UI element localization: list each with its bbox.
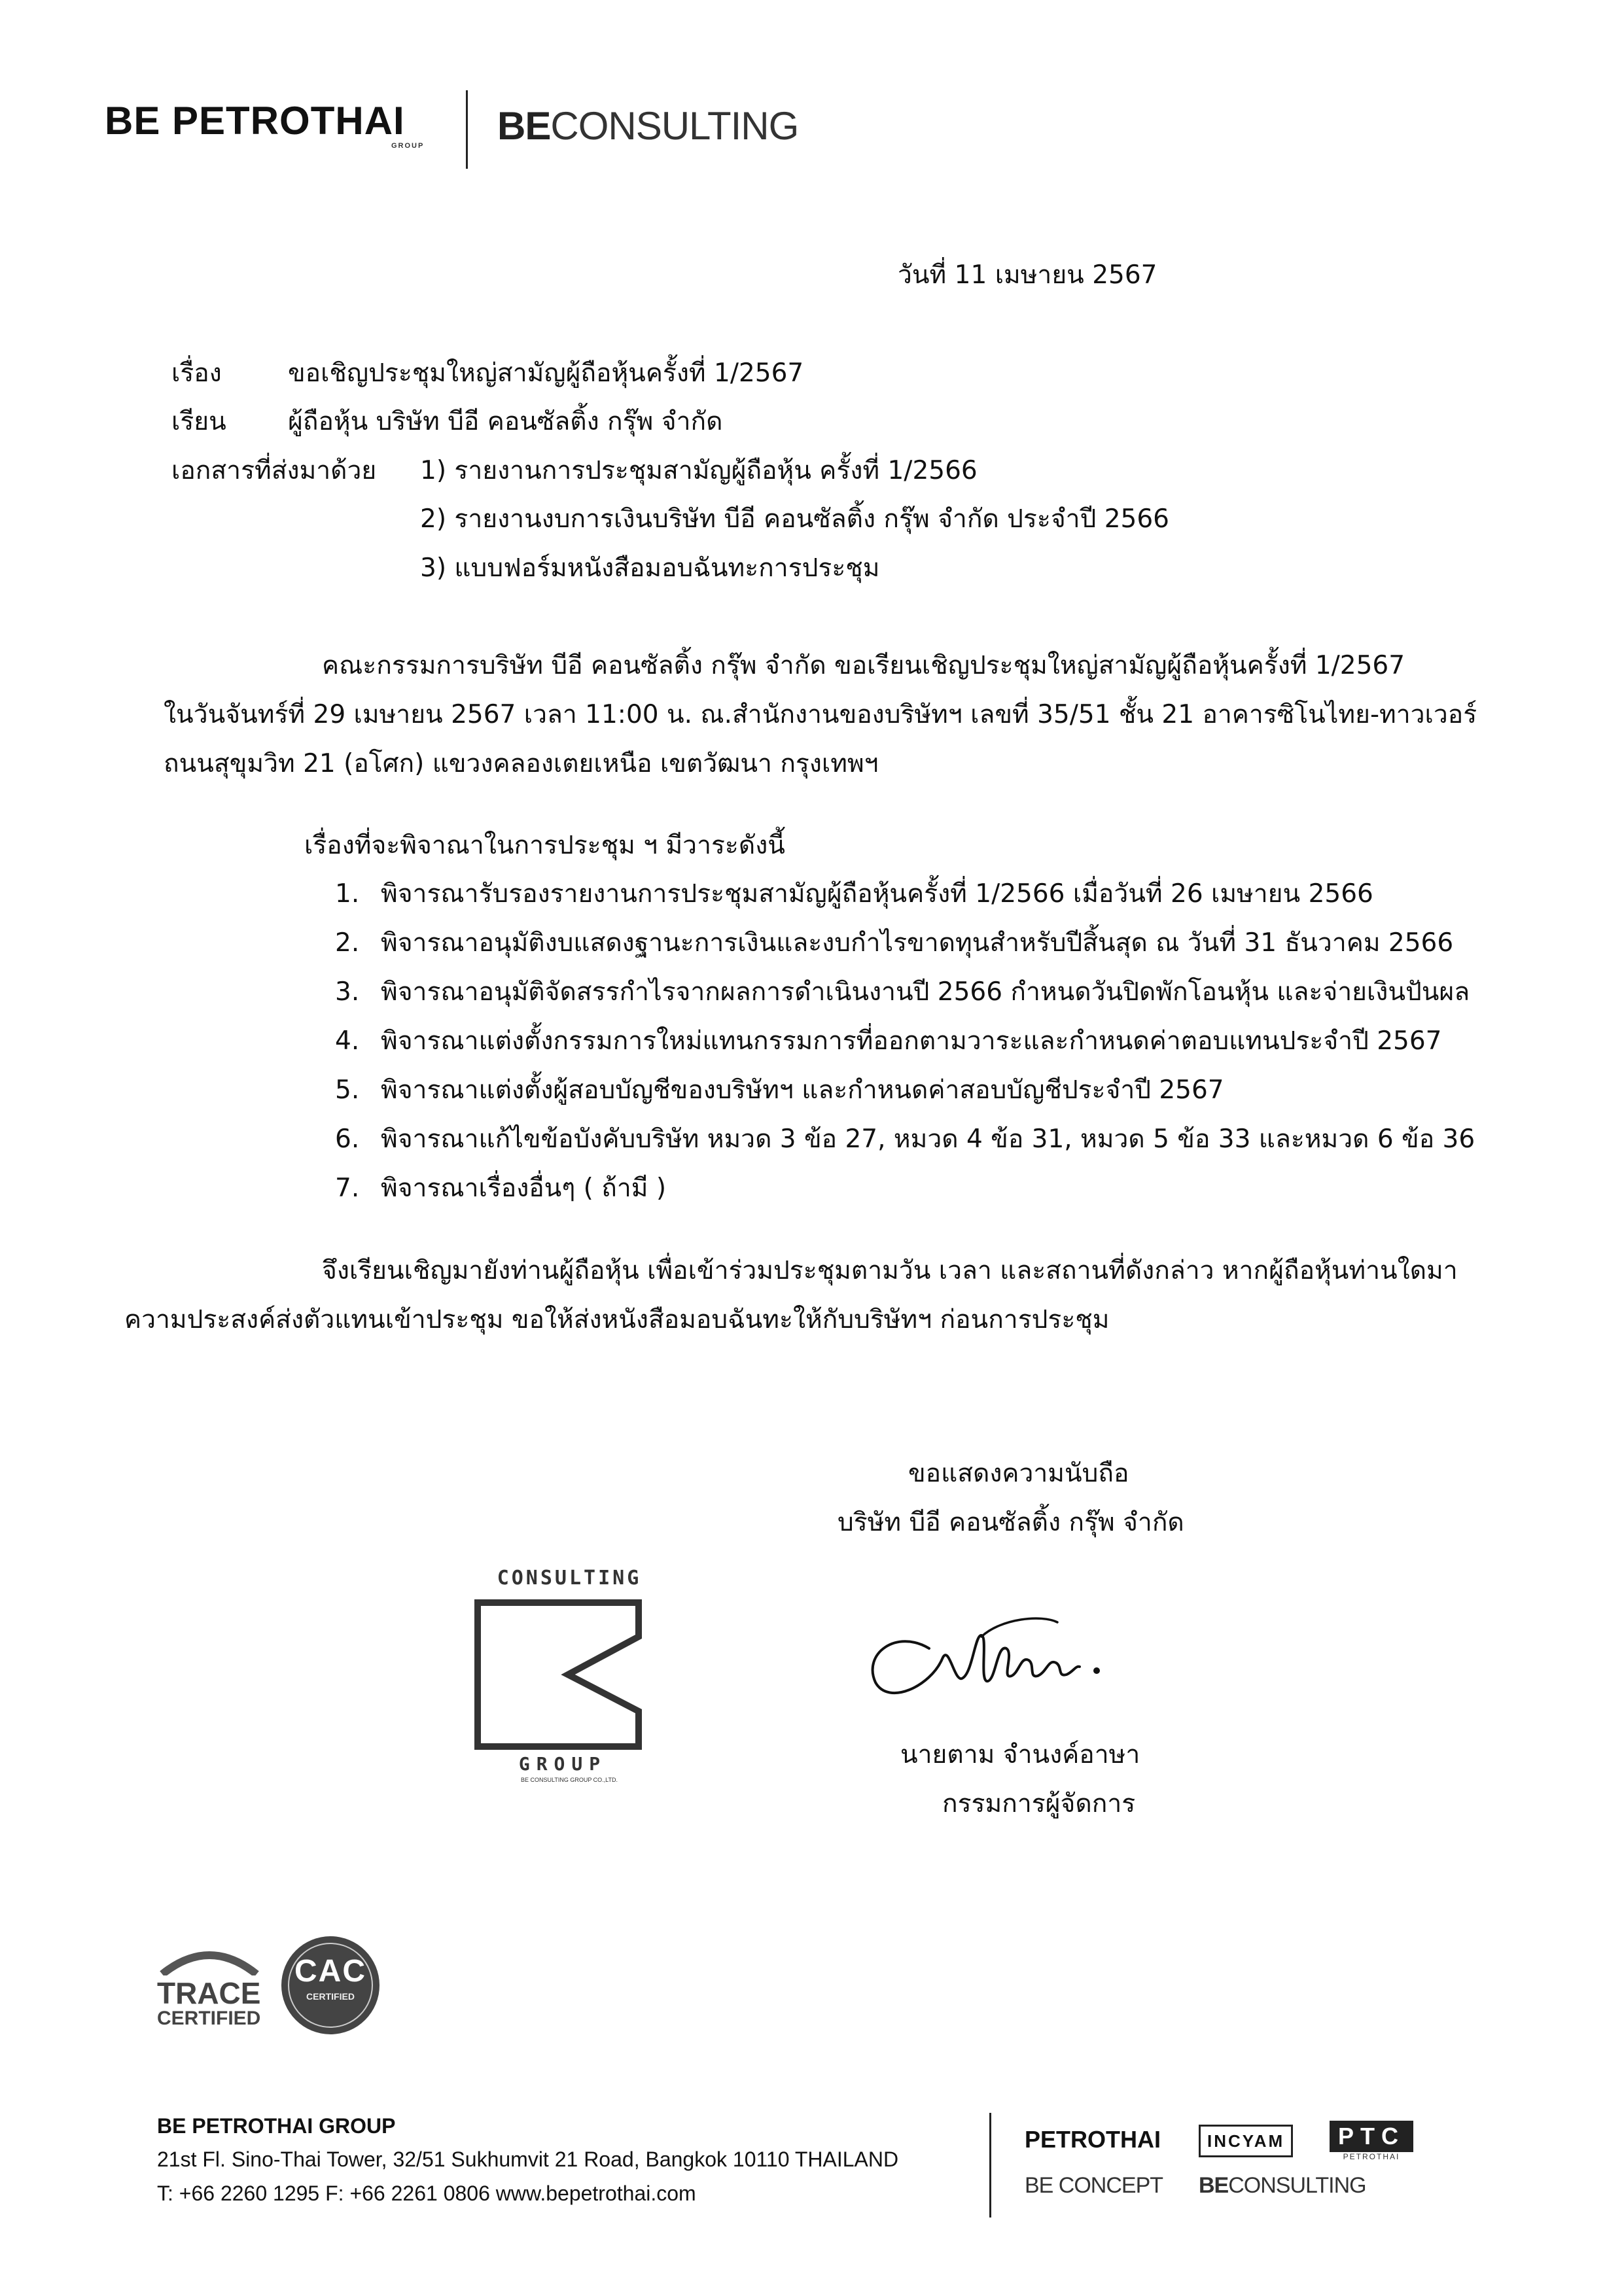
attachment-item: 3) แบบฟอร์มหนังสือมอบฉันทะการประชุม [420,553,880,583]
intro-line: คณะกรรมการบริษัท บีอี คอนซัลติ้ง กรุ๊พ จำกัด ขอเรียนเชิญประชุมใหญ่สามัญผู้ถือหุ้นครั้งที่ 1/2567 [322,651,1405,680]
subject-label: เรื่อง [171,358,222,388]
stamp-bottom-text: GROUP [518,1753,607,1775]
footer-address: 21st Fl. Sino-Thai Tower, 32/51 Sukhumvit 21 Road, Bangkok 10110 THAILAND [157,2148,899,2171]
agenda-number: 7. [335,1174,360,1203]
agenda-item: พิจารณารับรองรายงานการประชุมสามัญผู้ถือหุ้นครั้งที่ 1/2566 เมื่อวันที่ 26 เมษายน 2566 [381,879,1373,909]
intro-line: ถนนสุขุมวิท 21 (อโศก) แขวงคลองเตยเหนือ เขตวัฒนา กรุงเทพฯ [164,749,879,778]
regards-text: ขอแสดงความนับถือ [908,1459,1129,1488]
stamp-small-text: BE CONSULTING GROUP CO.,LTD. [520,1777,618,1783]
signer-title: กรรมการผู้จัดการ [942,1789,1136,1818]
attachments-label: เอกสารที่ส่งมาด้วย [171,456,377,485]
trace-arc-icon [157,1943,262,1975]
agenda-item: พิจารณาอนุมัติงบแสดงฐานะการเงินและงบกำไรขาดทุนสำหรับปีสิ้นสุด ณ วันที่ 31 ธันวาคม 2566 [381,928,1454,958]
closing-line: จึงเรียนเชิญมายังท่านผู้ถือหุ้น เพื่อเข้าร่วมประชุมตามวัน เวลา และสถานที่ดังกล่าว หากผู้ถือหุ้นท่านใดมา [322,1256,1458,1285]
agenda-item: พิจารณาแก้ไขข้อบังคับบริษัท หมวด 3 ข้อ 27, หมวด 4 ข้อ 31, หมวด 5 ข้อ 33 และหมวด 6 ข้อ 36 [381,1124,1475,1154]
footer-logo-beconsulting-be: BE [1199,2173,1229,2198]
signer-company: บริษัท บีอี คอนซัลติ้ง กรุ๊พ จำกัด [838,1508,1184,1537]
recipient-text: ผู้ถือหุ้น บริษัท บีอี คอนซัลติ้ง กรุ๊พ จำกัด [288,407,723,436]
header-divider [466,90,468,169]
intro-line: ในวันจันทร์ที่ 29 เมษายน 2567 เวลา 11:00 น. ณ.สำนักงานของบริษัทฯ เลขที่ 35/51 ชั้น 21 อาคารซิโนไทย-ทาวเวอร์ [164,700,1477,729]
trace-badge-sublabel: CERTIFIED [157,2008,261,2029]
closing-line: ความประสงค์ส่งตัวแทนเข้าประชุม ขอให้ส่งหนังสือมอบฉันทะให้กับบริษัทฯ ก่อนการประชุม [124,1305,1110,1334]
ptc-logo-mark: PTC [1330,2121,1413,2152]
agenda-number: 3. [335,977,360,1007]
footer-contact: T: +66 2260 1295 F: +66 2261 0806 www.bepetrothai.com [157,2182,696,2205]
agenda-number: 2. [335,928,360,958]
be-consulting-logo-be: BE [497,104,551,148]
agenda-number: 4. [335,1026,360,1056]
footer-logo-ptc [1330,2121,1413,2161]
cac-badge-label: CAC [294,1954,366,1989]
be-petrothai-logo-group-label: GROUP [391,142,425,150]
subject-text: ขอเชิญประชุมใหญ่สามัญผู้ถือหุ้นครั้งที่ 1/2567 [288,358,804,388]
footer-logo-incyam: INCYAM [1199,2125,1293,2157]
agenda-number: 6. [335,1124,360,1154]
footer-logo-beconsulting-text: CONSULTING [1228,2173,1366,2198]
agenda-item: พิจารณาเรื่องอื่นๆ ( ถ้ามี ) [381,1174,667,1203]
attachment-item: 1) รายงานการประชุมสามัญผู้ถือหุ้น ครั้งที่ 1/2566 [420,456,978,485]
attachment-item: 2) รายงานงบการเงินบริษัท บีอี คอนซัลติ้ง กรุ๊พ จำกัด ประจำปี 2566 [420,504,1169,534]
ptc-logo-sublabel: PETROTHAI [1343,2152,1400,2161]
trace-badge-label: TRACE [157,1976,261,2010]
trace-certified-badge [157,1943,262,2028]
recipient-label: เรียน [171,407,226,436]
cac-certified-badge [281,1936,380,2034]
signer-name: นายตาม จำนงค์อาษา [900,1740,1140,1769]
agenda-intro: เรื่องที่จะพิจาณาในการประชุม ฯ มีวาระดังนี้ [304,831,785,860]
be-consulting-logo [497,103,798,148]
agenda-item: พิจารณาแต่งตั้งกรรมการใหม่แทนกรรมการที่ออกตามวาระและกำหนดค่าตอบแทนประจำปี 2567 [381,1026,1442,1056]
company-stamp [458,1563,680,1786]
agenda-number: 1. [335,879,360,909]
agenda-item: พิจารณาอนุมัติจัดสรรกำไรจากผลการดำเนินงานปี 2566 กำหนดวันปิดพักโอนหุ้น และจ่ายเงินปันผล [381,977,1470,1007]
agenda-number: 5. [335,1075,360,1105]
footer-logo-beconcept: BE CONCEPT [1025,2173,1163,2198]
be-consulting-logo-text: CONSULTING [550,104,799,148]
handwritten-signature [857,1603,1132,1714]
letter-date: วันที่ 11 เมษายน 2567 [898,260,1157,290]
stamp-top-text: CONSULTING [497,1567,642,1590]
footer-company-name: BE PETROTHAI GROUP [157,2114,396,2138]
cac-badge-sublabel: CERTIFIED [306,1991,355,2002]
stamp-c-shape [478,1603,639,1747]
footer-logo-petrothai: PETROTHAI [1025,2126,1161,2153]
be-petrothai-logo: BE PETROTHAI [105,99,405,143]
footer-divider [989,2113,991,2218]
footer-logo-beconsulting [1199,2173,1366,2199]
agenda-item: พิจารณาแต่งตั้งผู้สอบบัญชีของบริษัทฯ และกำหนดค่าสอบบัญชีประจำปี 2567 [381,1075,1224,1105]
